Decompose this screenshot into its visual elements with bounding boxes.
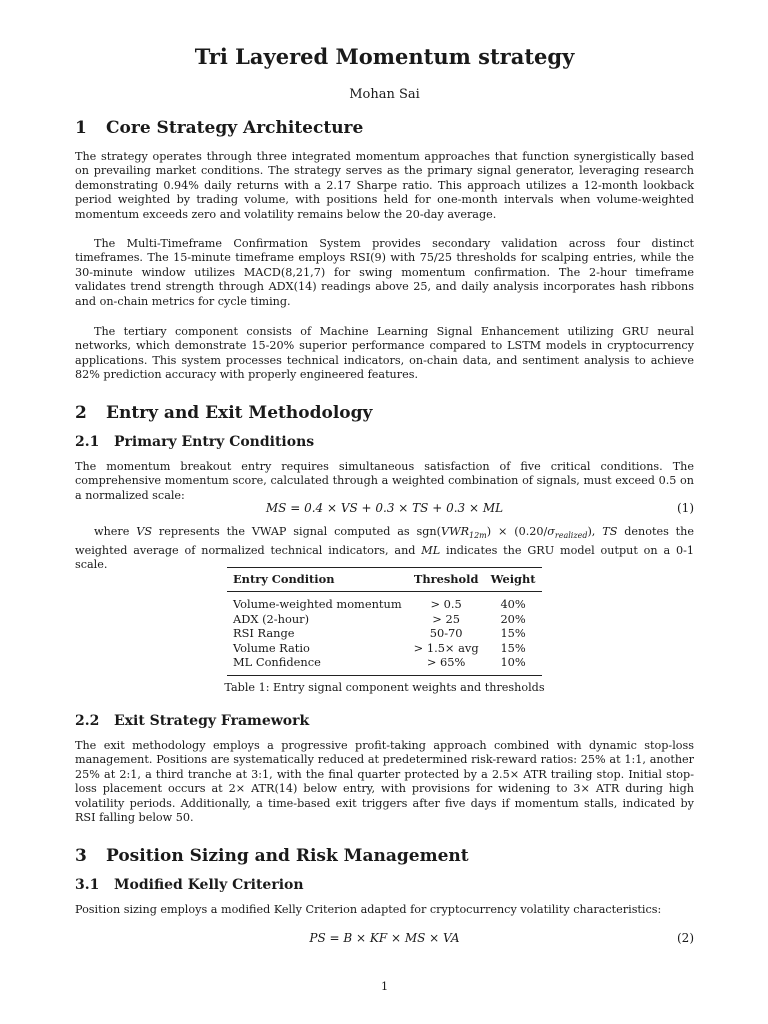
- subsection-number: 3.1: [75, 877, 100, 893]
- table-cell: 20%: [500, 611, 526, 626]
- table-cell: 15%: [500, 640, 526, 655]
- equation-number: (2): [677, 931, 694, 945]
- section-3-heading: [75, 846, 469, 866]
- equation-1: [75, 501, 694, 519]
- page-number: 1: [380, 980, 389, 993]
- table-cell: 10%: [500, 655, 526, 669]
- table-cell: ML Confidence: [233, 655, 321, 669]
- section-2-heading: [75, 403, 372, 423]
- table-cell: 50-70: [429, 626, 463, 640]
- table-header-cell: Threshold: [408, 568, 485, 592]
- equation-expression: PS = B × KF × MS × VA: [309, 931, 460, 945]
- paper-title: Tri Layered Momentum strategy: [194, 44, 575, 69]
- section-1-heading: [75, 118, 363, 138]
- section-number: 2: [75, 403, 87, 423]
- subsection-3-1-paragraph: Position sizing employs a modified Kelly Criterion adapted for cryptocurrency volatility characteristics:: [75, 903, 662, 916]
- table-row: [227, 612, 542, 627]
- entry-conditions-table: [227, 567, 542, 676]
- table-header-row: [227, 568, 542, 592]
- equation-expression: MS = 0.4 × VS + 0.3 × TS + 0.3 × ML: [265, 501, 504, 515]
- table-cell: Volume Ratio: [233, 640, 310, 655]
- math-var: VWR: [440, 525, 469, 538]
- math-var: σ: [547, 525, 555, 538]
- math-subscript: 12m: [469, 531, 487, 541]
- table-cell: > 0.5: [430, 597, 462, 611]
- author-name: Mohan Sai: [349, 87, 420, 102]
- section-title: Position Sizing and Risk Management: [106, 846, 469, 866]
- section-number: 1: [75, 118, 87, 138]
- subsection-number: 2.1: [75, 434, 100, 450]
- math-var: VS: [136, 525, 152, 538]
- table-cell: > 65%: [426, 655, 466, 669]
- table-row: [227, 626, 542, 641]
- text-run: represents the VWAP signal computed as sgn(: [152, 525, 441, 538]
- math-var: ML: [421, 543, 441, 557]
- text-run: indicates the GRU model output on a 0-1 scale.: [75, 543, 694, 572]
- table-row: [227, 641, 542, 656]
- table-cell: > 25: [432, 611, 460, 626]
- table-cell: > 1.5× avg: [413, 640, 479, 655]
- table-caption: Table 1: Entry signal component weights and thresholds: [224, 681, 545, 694]
- section-number: 3: [75, 846, 87, 866]
- variable-definitions: [75, 525, 694, 572]
- table-cell: 40%: [500, 597, 526, 611]
- math-subscript: realized: [554, 531, 588, 541]
- section-1-paragraph-1: The strategy operates through three integrated momentum approaches that function synergistically based on prevailing market conditions. The strategy serves as the primary signal generator, leveraging research demonstrating 0.94% daily returns with a 2.17 Sharpe ratio. This approach utilizes a 12-month lookback period weighted by trading volume, with positions held for one-month intervals when volume-weighted momentum exceeds zero and volatility remains below the 20-day average.: [75, 150, 694, 221]
- section-1-paragraph-3: The tertiary component consists of Machine Learning Signal Enhancement utilizing GRU neural networks, which demonstrate 15-20% superior performance compared to LSTM models in cryptocurrency applications. This system processes technical indicators, on-chain data, and sentiment analysis to achieve 82% prediction accuracy with properly engineered features.: [75, 325, 694, 382]
- text-run: denotes the weighted average of normalized technical indicators, and: [75, 525, 695, 557]
- text-run: ),: [587, 525, 603, 538]
- table-cell: RSI Range: [233, 626, 295, 640]
- equation-2: [75, 931, 694, 949]
- subsection-2-1-paragraph: The momentum breakout entry requires simultaneous satisfaction of five critical conditions. The comprehensive momentum score, calculated through a weighted combination of signals, must exceed 0.5 on a normalized scale:: [75, 460, 694, 502]
- text-run: ) × (0.20/: [486, 525, 548, 538]
- subsection-2-2-heading: [75, 713, 309, 729]
- section-1-paragraph-2: The Multi-Timeframe Confirmation System provides secondary validation across four distinct timeframes. The 15-minute timeframe employs RSI(9) with 75/25 thresholds for scalping entries, while the 30-minute window utilizes MACD(8,21,7) for swing momentum confirmation. The 2-hour timeframe validates trend strength through ADX(14) readings above 25, and daily analysis incorporates hash ribbons and on-chain metrics for cycle timing.: [75, 237, 694, 308]
- subsection-2-1-heading: [75, 434, 314, 450]
- table-cell: 15%: [500, 626, 526, 640]
- table-row: [227, 592, 542, 612]
- equation-number: (1): [677, 501, 694, 515]
- subsection-title: Modified Kelly Criterion: [114, 877, 304, 893]
- section-title: Entry and Exit Methodology: [106, 403, 373, 423]
- table-cell: Volume-weighted momentum: [233, 597, 402, 611]
- math-var: TS: [602, 525, 618, 538]
- subsection-number: 2.2: [75, 713, 100, 729]
- section-title: Core Strategy Architecture: [106, 118, 364, 138]
- subsection-title: Exit Strategy Framework: [114, 713, 310, 729]
- table-header-cell: Entry Condition: [227, 568, 408, 592]
- subsection-2-2-paragraph: The exit methodology employs a progressive profit-taking approach combined with dynamic stop-loss management. Positions are systematically reduced at predetermined risk-reward ratios: 25% at 1:1, another 25% at 2:1, a third tranche at 3:1, with the final quarter protected by a 2.5× ATR trailing stop. Initial stop-loss placement occurs at 2× ATR(14) below entry, with provisions for widening to 3× ATR during high volatility periods. Additionally, a time-based exit triggers after five days if momentum stalls, indicated by RSI falling below 50.: [75, 739, 694, 825]
- table-header-cell: Weight: [485, 568, 542, 592]
- table-row: [227, 655, 542, 675]
- subsection-3-1-heading: [75, 877, 304, 893]
- subsection-title: Primary Entry Conditions: [114, 434, 315, 450]
- table-cell: ADX (2-hour): [233, 611, 310, 626]
- text-run: where: [94, 525, 137, 538]
